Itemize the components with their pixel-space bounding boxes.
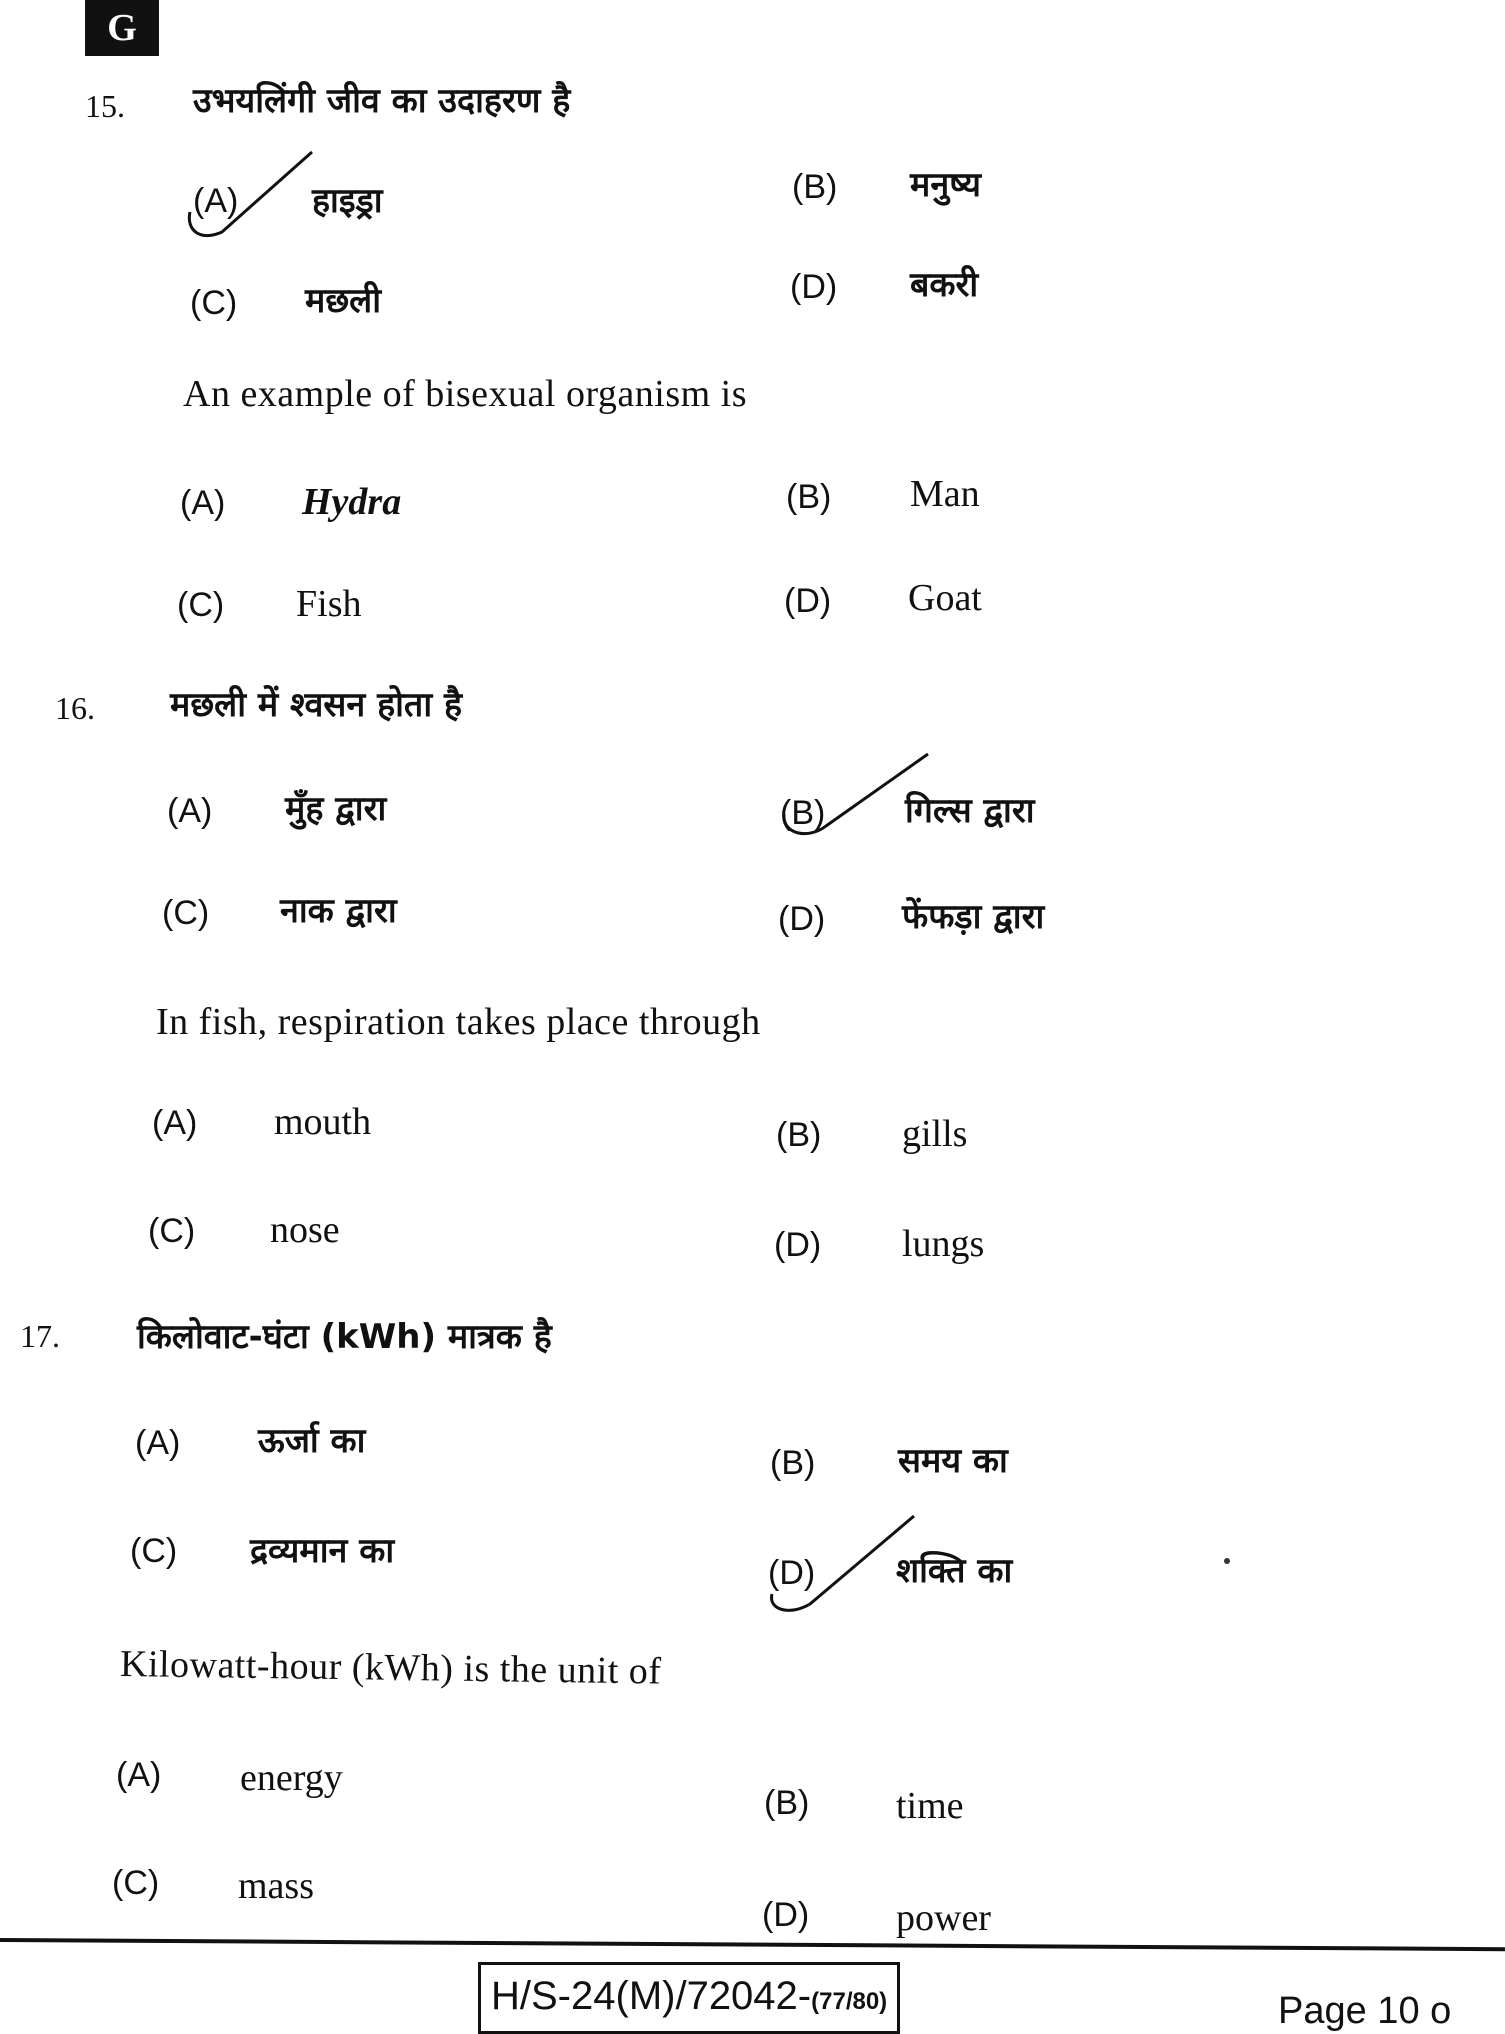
option-text-a-english[interactable]: mouth — [274, 1101, 372, 1143]
option-text-c-hindi[interactable]: नाक द्वारा — [280, 891, 397, 931]
option-text-b-english[interactable]: gills — [902, 1113, 968, 1155]
tick-mark-icon — [778, 748, 938, 848]
question-number: 15. — [85, 88, 125, 124]
option-text-a-hindi[interactable]: मुँह द्वारा — [285, 789, 387, 829]
tick-mark-icon — [766, 1510, 926, 1625]
question-text-hindi: मछली में श्वसन होता है — [170, 685, 463, 725]
option-label-c[interactable]: (C) — [112, 1864, 160, 1902]
tick-mark-icon — [180, 150, 320, 250]
option-label-d[interactable]: (D) — [778, 900, 826, 938]
set-code-badge: G — [85, 0, 159, 56]
question-text-english: In fish, respiration takes place through — [156, 1001, 761, 1043]
question-number: 17. — [20, 1318, 60, 1354]
question-text-hindi: उभयलिंगी जीव का उदाहरण है — [193, 81, 571, 121]
option-label-b[interactable]: (B) — [770, 1444, 816, 1482]
option-text-b-hindi[interactable]: मनुष्य — [910, 165, 981, 205]
option-label-c[interactable]: (C) — [162, 894, 210, 932]
option-label-c[interactable]: (C) — [190, 284, 238, 322]
option-text-b-hindi[interactable]: समय का — [898, 1441, 1008, 1481]
option-label-b[interactable]: (B) — [786, 478, 832, 516]
question-text-english: An example of bisexual organism is — [183, 373, 748, 415]
option-label-a[interactable]: (A) — [180, 484, 226, 522]
option-text-a-hindi[interactable]: हाइड्रा — [312, 181, 383, 221]
option-text-d-hindi[interactable]: बकरी — [910, 265, 979, 305]
question-number: 16. — [55, 690, 95, 726]
option-label-d[interactable]: (D) — [768, 1554, 816, 1592]
option-text-b-english[interactable]: Man — [910, 473, 980, 515]
option-label-d[interactable]: (D) — [784, 582, 832, 620]
option-label-d[interactable]: (D) — [790, 268, 838, 306]
question-text-hindi: किलोवाट-घंटा (kWh) मात्रक है — [137, 1317, 552, 1357]
option-label-c[interactable]: (C) — [130, 1532, 178, 1570]
option-label-c[interactable]: (C) — [148, 1212, 196, 1250]
option-text-c-english[interactable]: mass — [238, 1865, 314, 1907]
option-label-d[interactable]: (D) — [774, 1226, 822, 1264]
option-label-a[interactable]: (A) — [116, 1756, 162, 1794]
option-text-d-english[interactable]: Goat — [908, 577, 982, 619]
paper-code-suffix: (77/80) — [811, 1988, 888, 2015]
option-label-b[interactable]: (B) — [792, 168, 838, 206]
option-label-b[interactable]: (B) — [776, 1116, 822, 1154]
option-text-d-english[interactable]: lungs — [902, 1223, 985, 1265]
option-text-b-hindi[interactable]: गिल्स द्वारा — [905, 791, 1035, 831]
footer-divider — [0, 1938, 1505, 1951]
scan-speck — [1224, 1558, 1230, 1564]
option-label-d[interactable]: (D) — [762, 1896, 810, 1934]
option-text-b-english[interactable]: time — [896, 1785, 964, 1827]
option-text-c-english[interactable]: Fish — [296, 583, 362, 625]
option-text-a-english[interactable]: energy — [240, 1757, 343, 1799]
option-text-c-hindi[interactable]: मछली — [305, 281, 382, 321]
option-text-a-hindi[interactable]: ऊर्जा का — [258, 1421, 366, 1461]
option-text-a-english[interactable]: Hydra — [302, 481, 402, 523]
page-number: Page 10 o — [1278, 1990, 1452, 2032]
option-text-d-english[interactable]: power — [896, 1897, 991, 1939]
option-label-a[interactable]: (A) — [167, 792, 213, 830]
option-text-d-hindi[interactable]: शक्ति का — [896, 1551, 1013, 1591]
option-text-d-hindi[interactable]: फेंफड़ा द्वारा — [902, 897, 1045, 937]
option-label-a[interactable]: (A) — [193, 182, 239, 220]
option-label-b[interactable]: (B) — [780, 794, 826, 832]
paper-code-box — [478, 1962, 900, 2034]
option-label-a[interactable]: (A) — [135, 1424, 181, 1462]
paper-code: H/S-24(M)/72042- — [491, 1974, 812, 2018]
question-text-english: Kilowatt-hour (kWh) is the unit of — [119, 1643, 662, 1693]
option-text-c-hindi[interactable]: द्रव्यमान का — [250, 1531, 395, 1571]
option-label-a[interactable]: (A) — [152, 1104, 198, 1142]
option-label-c[interactable]: (C) — [177, 586, 225, 624]
option-label-b[interactable]: (B) — [764, 1784, 810, 1822]
option-text-c-english[interactable]: nose — [270, 1209, 340, 1251]
